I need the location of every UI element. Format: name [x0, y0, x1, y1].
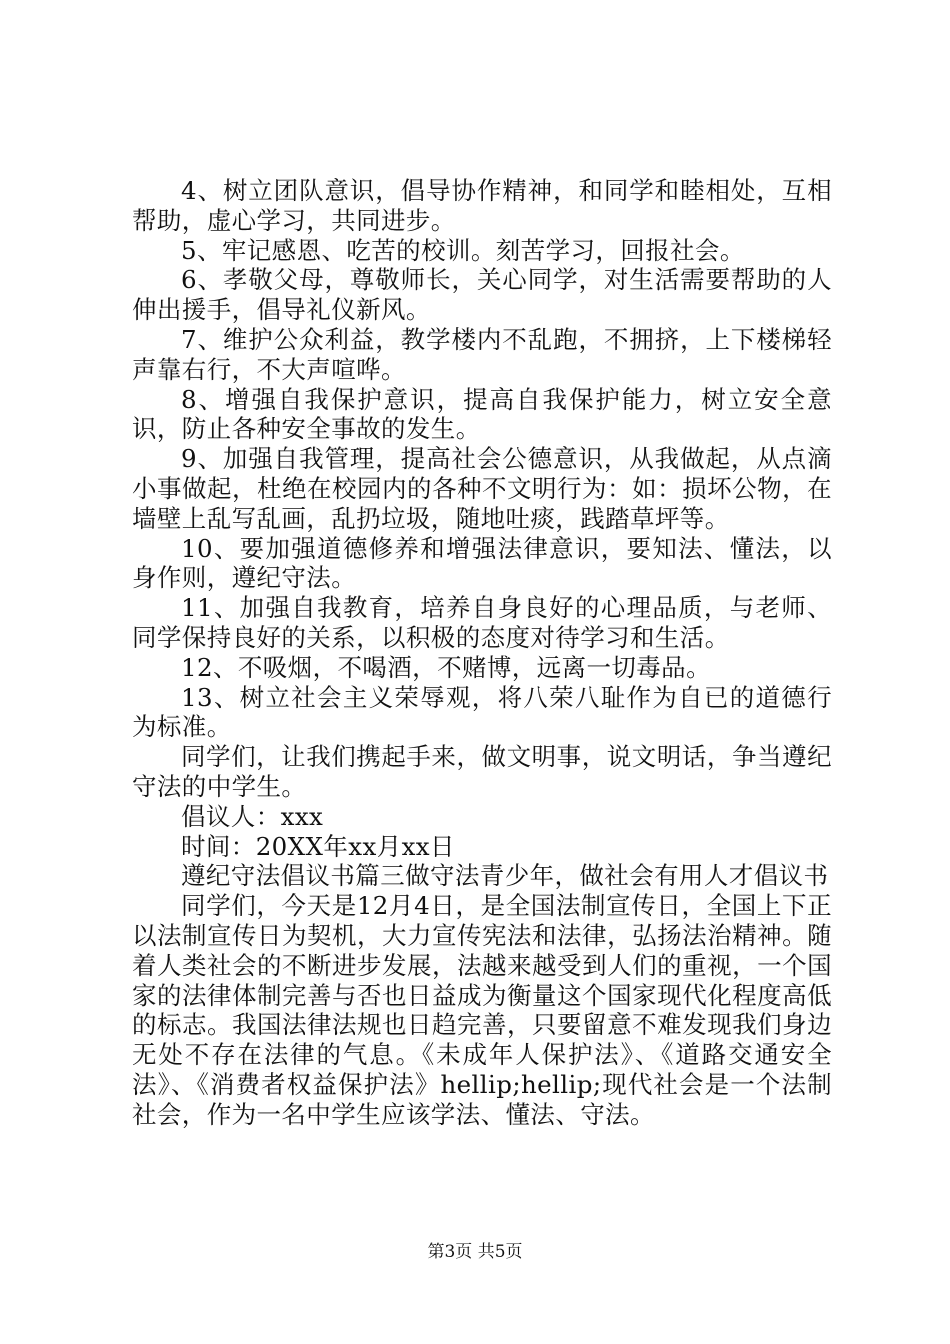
paragraph-item-11: 11、加强自我教育，培养自身良好的心理品质，与老师、同学保持良好的关系，以积极的态度对待学习和生活。 [132, 593, 832, 652]
paragraph-item-8: 8、增强自我保护意识，提高自我保护能力，树立安全意识，防止各种安全事故的发生。 [132, 384, 832, 444]
document-body [132, 176, 832, 1130]
closing-appeal: 同学们，让我们携起手来，做文明事，说文明话，争当遵纪守法的中学生。 [132, 742, 832, 801]
paragraph-item-13: 13、树立社会主义荣辱观，将八荣八耻作为自已的道德行为标准。 [132, 682, 832, 742]
section-heading: 遵纪守法倡议书篇三做守法青少年，做社会有用人才倡议书 [181, 861, 829, 891]
paragraph-item-5: 5、牢记感恩、吃苦的校训。刻苦学习，回报社会。 [181, 235, 745, 265]
paragraph-item-9: 9、加强自我管理，提高社会公德意识，从我做起，从点滴小事做起，杜绝在校园内的各种不文明行为：如：损坏公物，在墙壁上乱写乱画，乱扔垃圾，随地吐痰，践踏草坪等。 [132, 444, 832, 533]
body-paragraph: 同学们，今天是12月4日，是全国法制宣传日，全国上下正以法制宣传日为契机，大力宣传宪法和法律，弘扬法治精神。随着人类社会的不断进步发展，法越来越受到人们的重视，一个国家的法律体制完善与否也日益成为衡量这个国家现代化程度高低的标志。我国法律法规也日趋完善，只要留意不难发现我们身边无处不存在法律的气息。《未成年人保护法》、《道路交通安全法》、《消费者权益保护法》hellip;hellip;现代社会是一个法制社会，作为一名中学生应该学法、懂法、守法。 [132, 891, 832, 1129]
page-number: 第3页 共5页 [427, 1242, 523, 1262]
paragraph-item-12: 12、不吸烟，不喝酒，不赌博，远离一切毒品。 [181, 652, 711, 682]
initiator-line: 倡议人：xxx [181, 801, 324, 831]
paragraph-item-6: 6、孝敬父母，尊敬师长，关心同学，对生活需要帮助的人伸出援手，倡导礼仪新风。 [132, 265, 832, 325]
paragraph-item-4: 4、树立团队意识，倡导协作精神，和同学和睦相处，互相帮助，虚心学习，共同进步。 [132, 176, 832, 235]
paragraph-item-7: 7、维护公众利益，教学楼内不乱跑，不拥挤，上下楼梯轻声靠右行，不大声喧哗。 [132, 324, 832, 384]
date-line: 时间：20XX年xx月xx日 [181, 831, 455, 861]
paragraph-item-10: 10、要加强道德修养和增强法律意识，要知法、懂法，以身作则，遵纪守法。 [132, 533, 832, 593]
